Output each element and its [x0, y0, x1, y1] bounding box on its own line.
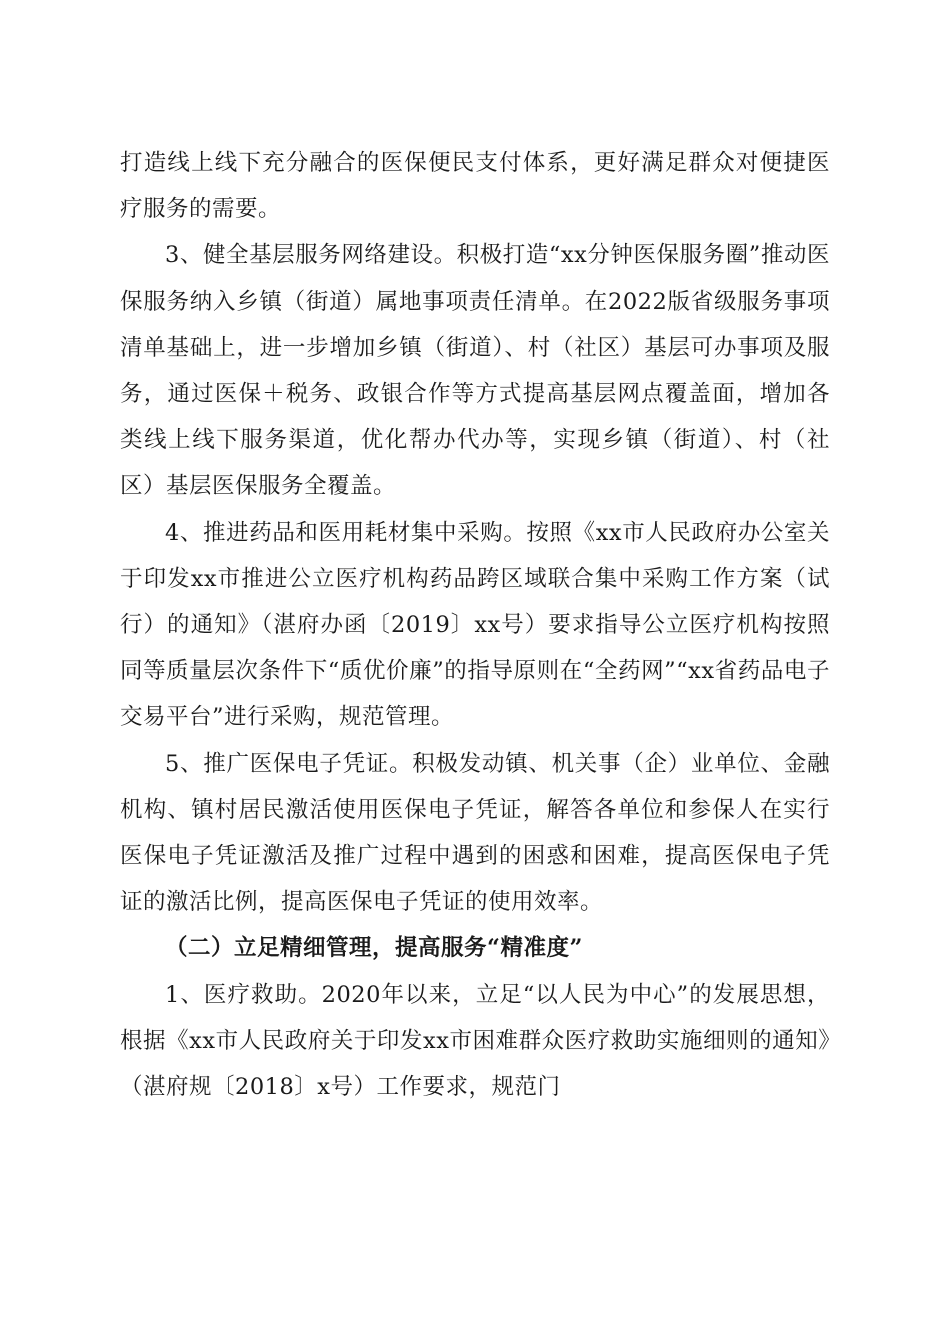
document-body — [120, 140, 830, 1110]
paragraph-item-1: 1、医疗救助。2020年以来，立足“以人民为中心”的发展思想，根据《xx市人民政府关于印发xx市困难群众医疗救助实施细则的通知》（湛府规〔2018〕x号）工作要求，规范门 — [120, 981, 830, 1101]
paragraph-item-5: 5、推广医保电子凭证。积极发动镇、机关事（企）业单位、金融机构、镇村居民激活使用医保电子凭证，解答各单位和参保人在实行医保电子凭证激活及推广过程中遇到的困惑和困难，提高医保电子凭证的激活比例，提高医保电子凭证的使用效率。 — [120, 750, 830, 916]
paragraph-item-4: 4、推进药品和医用耗材集中采购。按照《xx市人民政府办公室关于印发xx市推进公立医疗机构药品跨区域联合集中采购工作方案（试行）的通知》（湛府办函〔2019〕xx号）要求指导公立医疗机构按照同等质量层次条件下“质优价廉”的指导原则在“全药网”“xx省药品电子交易平台”进行采购，规范管理。 — [120, 519, 830, 731]
section-heading: （二）立足精细管理，提高服务“精准度” — [165, 935, 583, 962]
paragraph-item-3: 3、健全基层服务网络建设。积极打造“xx分钟医保服务圈”推动医保服务纳入乡镇（街道）属地事项责任清单。在2022版省级服务事项清单基础上，进一步增加乡镇（街道）、村（社区）基层可办事项及服务，通过医保＋税务、政银合作等方式提高基层网点覆盖面，增加各类线上线下服务渠道，优化帮办代办等，实现乡镇（街道）、村（社区）基层医保服务全覆盖。 — [120, 242, 830, 500]
paragraph-continuation: 打造线上线下充分融合的医保便民支付体系，更好满足群众对便捷医疗服务的需要。 — [120, 150, 830, 223]
